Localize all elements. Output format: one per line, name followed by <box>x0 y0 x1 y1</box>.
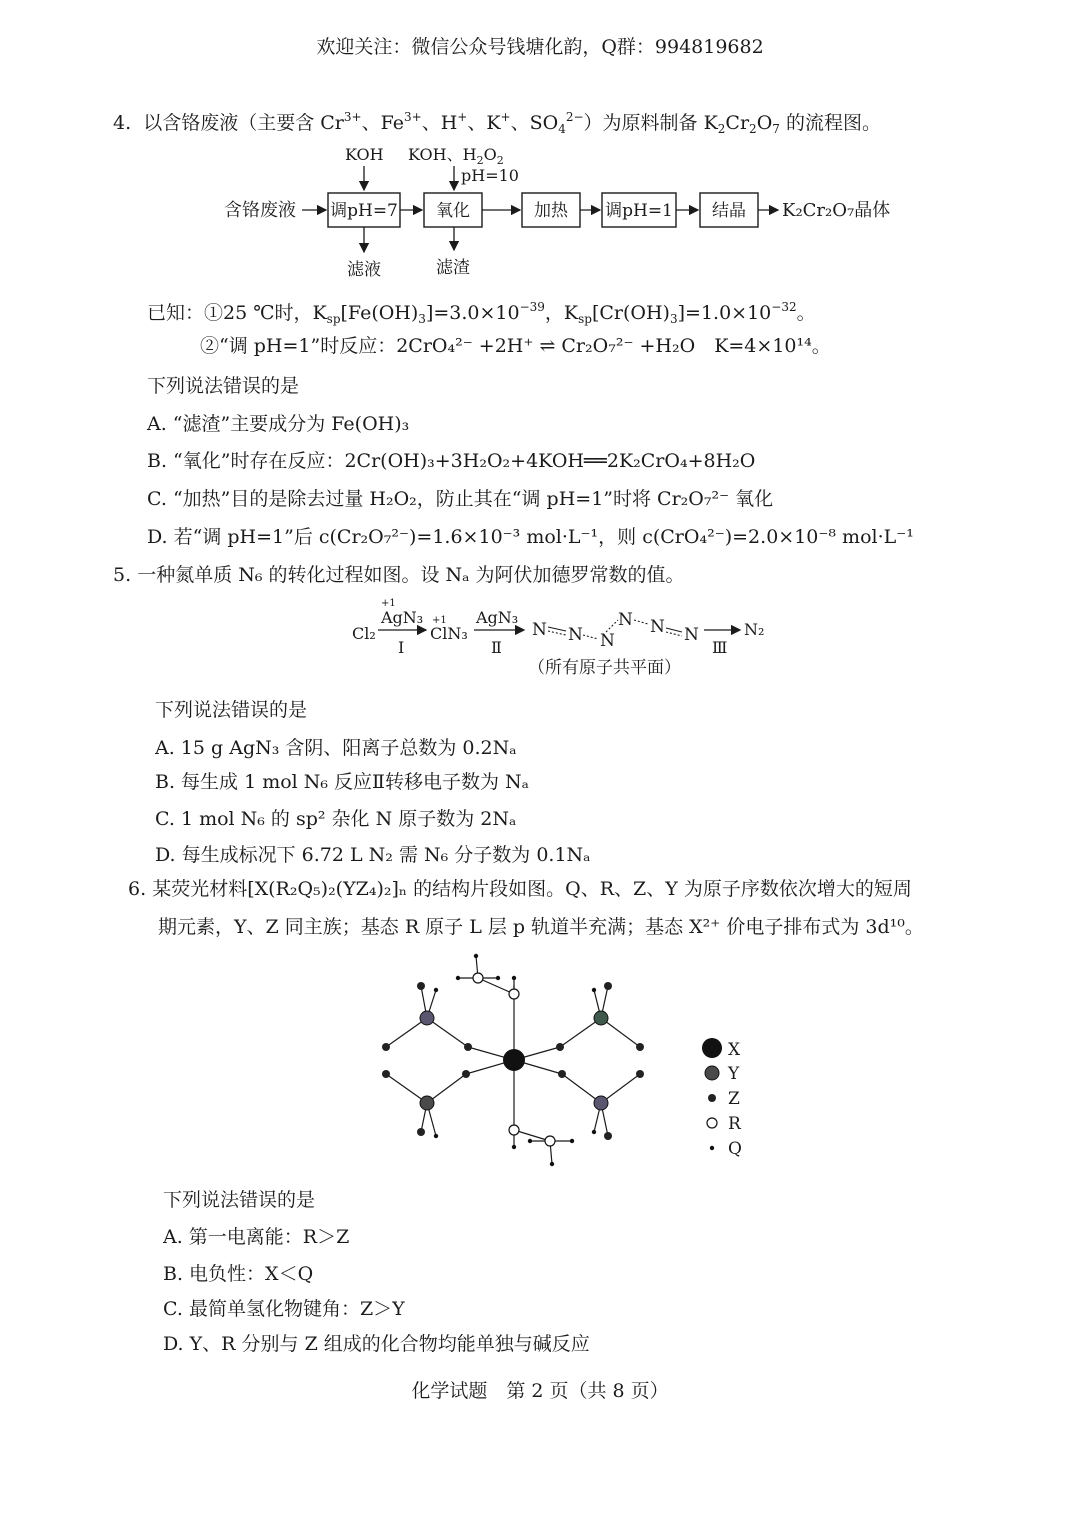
page-header: 欢迎关注：微信公众号钱塘化韵，Q群：994819682 <box>316 36 764 58</box>
q4-sup: + <box>500 110 511 124</box>
scheme-ox: +1 <box>432 615 447 626</box>
q4-part: O <box>756 112 773 134</box>
q4-part: 、K <box>467 112 501 134</box>
atom-y <box>420 1096 434 1110</box>
q4-option-b[interactable]: B. “氧化”时存在反应：2Cr(OH)₃+3H₂O₂+4KOH══2K₂CrO₄+8H₂O <box>147 450 756 472</box>
q4-option-c[interactable]: C. “加热”目的是除去过量 H₂O₂，防止其在“调 pH=1”时将 Cr₂O₇²⁻ 氧化 <box>147 488 774 510</box>
q4-sub: 2 <box>717 122 726 136</box>
scheme-step3: Ⅲ <box>712 638 728 657</box>
q4-sub: 4 <box>558 122 566 136</box>
svg-text:Z: Z <box>728 1089 740 1109</box>
scheme-step2: Ⅱ <box>491 638 502 657</box>
q4-sup: + <box>457 110 468 124</box>
q4-ask: 下列说法错误的是 <box>147 375 300 397</box>
scheme-cl2: Cl₂ <box>352 624 376 643</box>
q4-option-d[interactable]: D. 若“调 pH=1”后 c(Cr₂O₇²⁻)=1.6×10⁻³ mol·L⁻¹，则 c(CrO₄²⁻)=2.0×10⁻⁸ mol·L⁻¹ <box>147 526 914 548</box>
q5-stem-text: 一种氮单质 N₆ 的转化过程如图。设 Nₐ 为阿伏加德罗常数的值。 <box>137 564 685 586</box>
q4-sup: 3+ <box>343 110 362 124</box>
svg-text:Y: Y <box>728 1064 740 1084</box>
q4-part: 的流程图。 <box>779 112 881 134</box>
atom-y <box>594 1096 608 1110</box>
q6-option-c[interactable]: C. 最简单氢化物键角：Z＞Y <box>163 1298 405 1320</box>
q5-ask: 下列说法错误的是 <box>155 699 308 721</box>
flow-step1: 调pH=7 <box>330 201 398 221</box>
flow-out1: 滤液 <box>347 260 381 280</box>
atom-y <box>594 1011 608 1025</box>
flow-step2: 氧化 <box>436 201 470 221</box>
q5-option-b[interactable]: B. 每生成 1 mol N₆ 反应Ⅱ转移电子数为 Nₐ <box>155 771 529 793</box>
scheme-agn3: AgN₃ <box>381 608 424 627</box>
q5-option-c[interactable]: C. 1 mol N₆ 的 sp² 杂化 N 原子数为 2Nₐ <box>155 808 517 830</box>
q4-flowchart <box>0 0 1080 290</box>
page-footer: 化学试题 第 2 页（共 8 页） <box>411 1380 669 1402</box>
flow-out2: 滤渣 <box>436 258 470 278</box>
atom-x <box>503 1049 525 1071</box>
svg-text:N: N <box>650 617 665 637</box>
flow-step4: 调pH=1 <box>605 201 673 221</box>
svg-text:N: N <box>600 631 615 651</box>
scheme-n2: N₂ <box>744 620 765 639</box>
atom-y <box>420 1011 434 1025</box>
q5-option-d[interactable]: D. 每生成标况下 6.72 L N₂ 需 N₆ 分子数为 0.1Nₐ <box>155 844 591 866</box>
flow-step3: 加热 <box>534 201 568 221</box>
scheme-agn3: AgN₃ <box>476 608 519 627</box>
q6-number: 6. <box>128 878 147 900</box>
q6-stem-1 <box>128 876 912 902</box>
q4-known1: 已知：①25 ℃时，$K_{sp}[Fe(OH)_3]=3.0\times 10^{-39}$，$K_{sp}[Cr(OH)_3]=1.0\times 10^{-32}$。 <box>147 300 816 326</box>
q4-sub: 7 <box>772 122 780 136</box>
q4-number: 4. <box>113 112 132 134</box>
flow-ph10: pH=10 <box>461 166 519 185</box>
q6-ask: 下列说法错误的是 <box>163 1189 316 1211</box>
svg-text:N: N <box>568 625 583 645</box>
q4-part: 、SO <box>510 112 559 134</box>
flow-product: K₂Cr₂O₇晶体 <box>782 200 891 221</box>
q5-scheme <box>0 590 1080 685</box>
scheme-ox: +1 <box>381 598 396 609</box>
q6-option-a[interactable]: A. 第一电离能：R＞Z <box>163 1226 350 1248</box>
svg-text:N: N <box>684 625 699 645</box>
q6-option-b[interactable]: B. 电负性：X＜Q <box>163 1263 314 1285</box>
q4-known2: ②“调 pH=1”时反应：2CrO₄²⁻ +2H⁺ ⇌ Cr₂O₇²⁻ +H₂O K=4×10¹⁴。 <box>200 335 831 357</box>
svg-text:Q: Q <box>728 1139 742 1159</box>
q4-sub: 2 <box>749 122 757 136</box>
q6-option-d[interactable]: D. Y、R 分别与 Z 组成的化合物均能单独与碱反应 <box>163 1333 590 1355</box>
q5-number: 5. <box>113 564 132 586</box>
flow-reagent1: KOH <box>345 145 384 164</box>
scheme-note: （所有原子共平面） <box>528 658 681 678</box>
q4-sup: 2− <box>565 110 584 124</box>
q6-stem-2: 期元素，Y、Z 同主族；基态 R 原子 L 层 p 轨道半充满；基态 X²⁺ 价电子排布式为 3d¹⁰。 <box>158 916 924 938</box>
legend <box>702 1038 742 1159</box>
flow-reagent2: KOH、$H_2O_2$ <box>408 145 504 167</box>
q5-option-a[interactable]: A. 15 g AgN₃ 含阴、阳离子总数为 0.2Nₐ <box>155 737 517 759</box>
q4-part: 、H <box>421 112 458 134</box>
q4-part: Cr <box>725 112 750 134</box>
svg-text:R: R <box>728 1114 741 1134</box>
q4-stem-a: 以含铬废液（主要含 Cr <box>143 112 344 134</box>
flow-start: 含铬废液 <box>224 200 296 221</box>
svg-text:X: X <box>728 1040 741 1060</box>
q4-part: ）为原料制备 K <box>583 112 718 134</box>
q4-sup: 3+ <box>404 110 422 124</box>
q4-part: 、Fe <box>361 112 404 134</box>
svg-text:N: N <box>532 620 547 640</box>
q5-stem <box>113 562 685 588</box>
q4-option-a[interactable]: A. “滤渣”主要成分为 Fe(OH)₃ <box>147 413 410 435</box>
scheme-cln3: ClN₃ <box>430 624 468 643</box>
n6-molecule <box>532 610 699 651</box>
q6-structure <box>0 940 1080 1180</box>
svg-text:N: N <box>618 610 633 630</box>
scheme-step1: Ⅰ <box>398 638 405 657</box>
flow-step5: 结晶 <box>712 201 746 221</box>
q6-stem-text: 某荧光材料[X(R₂Q₅)₂(YZ₄)₂]ₙ 的结构片段如图。Q、R、Z、Y 为原子序数依次增大的短周 <box>152 878 912 900</box>
